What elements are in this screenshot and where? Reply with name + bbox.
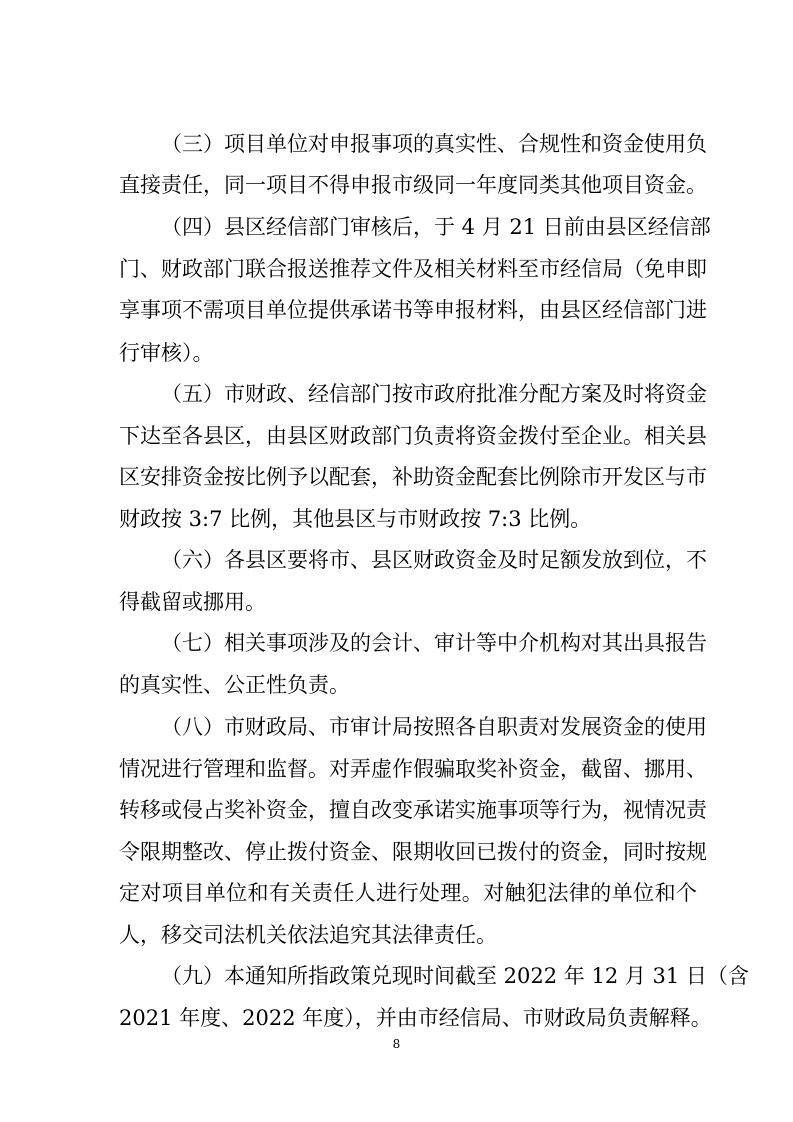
paragraph-line: 定对项目单位和有关责任人进行处理。对触犯法律的单位和个 — [119, 881, 697, 905]
paragraph-line: 享事项不需项目单位提供承诺书等申报材料，由县区经信部门进 — [119, 298, 707, 322]
page-number: 8 — [392, 1037, 401, 1051]
paragraph-line: 行审核）。 — [119, 341, 214, 365]
paragraph-line: （三）项目单位对申报事项的真实性、合规性和资金使用负 — [161, 132, 707, 156]
paragraph-line: 人，移交司法机关依法追究其法律责任。 — [119, 923, 497, 947]
paragraph-line: 转移或侵占奖补资金，擅自改变承诺实施事项等行为，视情况责 — [119, 798, 707, 822]
paragraph-line: （五）市财政、经信部门按市政府批准分配方案及时将资金 — [161, 382, 707, 406]
paragraph-line: （六）各县区要将市、县区财政资金及时足额发放到位，不 — [161, 548, 707, 572]
paragraph-line: （四）县区经信部门审核后，于 4 月 21 日前由县区经信部 — [161, 215, 711, 239]
paragraph-line: （九）本通知所指政策兑现时间截至 2022 年 12 月 31 日（含 — [161, 964, 749, 988]
paragraph-line: 财政按 3:7 比例，其他县区与市财政按 7:3 比例。 — [119, 507, 592, 531]
paragraph-line: 得截留或挪用。 — [119, 590, 266, 614]
paragraph-line: 下达至各县区，由县区财政部门负责将资金拨付至企业。相关县 — [119, 424, 707, 448]
paragraph-line: 直接责任，同一项目不得申报市级同一年度同类其他项目资金。 — [119, 173, 707, 197]
paragraph-line: 令限期整改、停止拨付资金、限期收回已拨付的资金，同时按规 — [119, 840, 707, 864]
paragraph-line: 的真实性、公正性负责。 — [119, 673, 350, 697]
paragraph-line: 2021 年度、2022 年度），并由市经信局、市财政局负责解释。 — [119, 1006, 712, 1030]
paragraph-line: （八）市财政局、市审计局按照各自职责对发展资金的使用 — [161, 715, 707, 739]
paragraph-line: 情况进行管理和监督。对弄虚作假骗取奖补资金，截留、挪用、 — [119, 757, 707, 781]
paragraph-line: （七）相关事项涉及的会计、审计等中介机构对其出具报告 — [161, 631, 707, 655]
paragraph-line: 门、财政部门联合报送推荐文件及相关材料至市经信局（免申即 — [119, 257, 707, 281]
paragraph-line: 区安排资金按比例予以配套，补助资金配套比例除市开发区与市 — [119, 465, 707, 489]
